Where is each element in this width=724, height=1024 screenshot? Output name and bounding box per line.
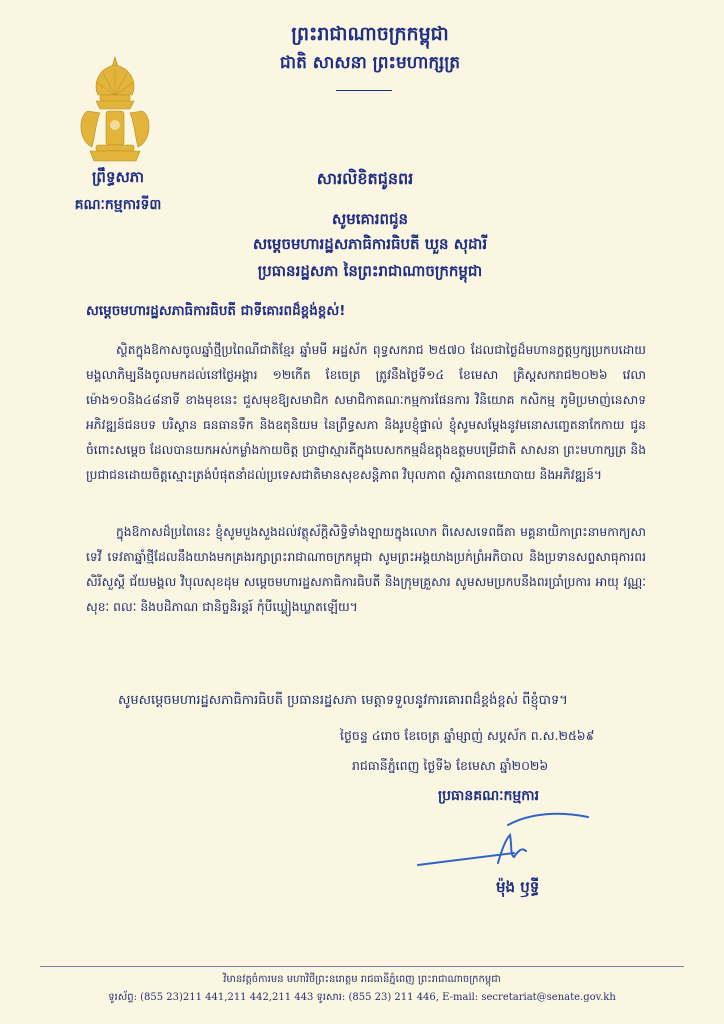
header-divider: [336, 90, 392, 91]
footer-address: វិមានវត្តចំការមន មហាវិថីព្រះនរោត្តម រាជធានីភ្នំពេញ ព្រះរាជាណាចក្រកម្ពុជា: [223, 974, 501, 985]
senate-emblem-icon: [70, 55, 160, 165]
kingdom-heading: ព្រះរាជាណាចក្រកម្ពុជា: [291, 23, 449, 45]
organization-name: ព្រឹទ្ធសភា: [91, 168, 145, 186]
recipient-greeting: សូមគោរពជូន: [331, 210, 409, 228]
recipient-position: ប្រធានរដ្ឋសភា នៃព្រះរាជាណាចក្រកម្ពុជា: [257, 262, 483, 280]
lunar-date: ថ្ងៃចន្ទ ៤រោច ខែចេត្រ ឆ្នាំម្សាញ់ សប្តស័ក ព.ស.២៥៦៩: [340, 728, 595, 743]
organization-division: គណៈកម្មការទី៣: [74, 197, 162, 213]
letter-paragraph-2: ក្នុងឱកាសដ៏ប្រពៃនេះ ខ្ញុំសូមបួងសួងដល់វត្ថុស័ក្តិសិទ្ធិទាំងឡាយក្នុងលោក ពិសេសទេពធីតា មគ្គនាយិកាព្រះនាមកាក្យសាទេវី ទេវតាឆ្នាំថ្មីដែលនឹងយាងមកគ្រងរក្សាព្រះរាជាណាចក្រកម្ពុជា សូមព្រះអង្គយាងប្រក់ព្រំអភិបាល និងប្រទានសព្ទសាធុការពរ សិរីសួស្តី ជ័យមង្គល វិបុលសុខដុម សម្ដេចមហារដ្ឋសភាធិការធិបតី និងក្រុមគ្រួសារ សូមសមប្រកបនឹងពរប្រាំប្រការ អាយុ វណ្ណៈ សុខៈ ពលៈ និងបដិភាណ ជានិច្ចនិរន្តរ៍ កុំបីឃ្លៀងឃ្លាតឡើយ។: [86, 525, 646, 614]
handwritten-signature: [410, 805, 600, 875]
closing-line: សូមសម្ដេចមហារដ្ឋសភាធិការធិបតី ប្រធានរដ្ឋសភា មេត្តាទទួលនូវការគោរពដ៏ខ្ពង់ខ្ពស់ ពីខ្ញុំបាទ។: [118, 693, 568, 708]
solar-date: រាជធានីភ្នំពេញ ថ្ងៃទី៦ ខែមេសា ឆ្នាំ២០២៦: [352, 758, 549, 773]
signatory-title: ប្រធានគណៈកម្មការ: [438, 788, 540, 804]
document-title: សារលិខិតជូនពរ: [316, 169, 414, 188]
footer-divider: [40, 966, 684, 967]
national-motto: ជាតិ សាសនា ព្រះមហាក្សត្រ: [279, 53, 461, 73]
salutation: សម្ដេចមហារដ្ឋសភាធិការធិបតី ជាទីគោរពដ៏ខ្ពង់ខ្ពស់!: [86, 303, 346, 319]
footer-contact: ទូរស័ព្ទ: (855 23)211 441,211 442,211 443 ទូរសារ: (855 23) 211 446, E-mail: secretariat@senate.gov.kh: [108, 992, 616, 1003]
signatory-name: ម៉ុង ឫទ្ធី: [496, 878, 540, 896]
letter-paragraph-1: ស្ថិតក្នុងឱកាសចូលឆ្នាំថ្មីប្រពៃណីជាតិខ្មែរ ឆ្នាំមមី អដ្ឋស័ក ពុទ្ធសករាជ ២៥៧០ ដែលជាថ្ងៃដ៏មហានក្ខត្តឫក្សប្រកបដោយមង្គលាភិម្បនីងចូលមកដល់នៅថ្ងៃអង្គារ ១២កើត ខែចេត្រ ត្រូវនឹងថ្ងៃទី១៤ ខែមេសា គ្រិស្តសករាជ២០២៦ វេលាម៉ោង១០និង៤៨នាទី ខាងមុខនេះ ជួសមុខឱ្យសមាជិក សមាជិកាគណៈកម្មការផែនការ វិនិយោគ កសិកម្ម ភូមិប្រមាញ់នេសាទ អភិវឌ្ឍន៍ជនបទ បរិស្ថាន ធនធានទឹក និងឧតុនិយម នៃព្រឹទ្ធសភា និងរូបខ្ញុំផ្ទាល់ ខ្ញុំសូមសម្ដែងនូវមនោសញ្ចេតនាកែកាយ ជូនចំពោះសម្ដេច ដែលបានយកអស់កម្លាំងកាយចិត្ត ប្រាជ្ញាស្មារតីក្នុងបេសកកម្មដ៏ឧត្តុងឧត្តមបម្រើជាតិ សាសនា ព្រះមហាក្សត្រ និងប្រជាជនដោយចិត្តស្មោះត្រង់បំផុតនាំដល់ប្រទេសជាតិមានសុខសន្តិភាព វិបុលភាព ស្ថិរភាពនយោបាយ និងអភិវឌ្ឍន៍។: [86, 343, 646, 482]
recipient-name: សម្ដេចមហារដ្ឋសភាធិការធិបតី ឃួន សុដារី: [252, 235, 488, 253]
